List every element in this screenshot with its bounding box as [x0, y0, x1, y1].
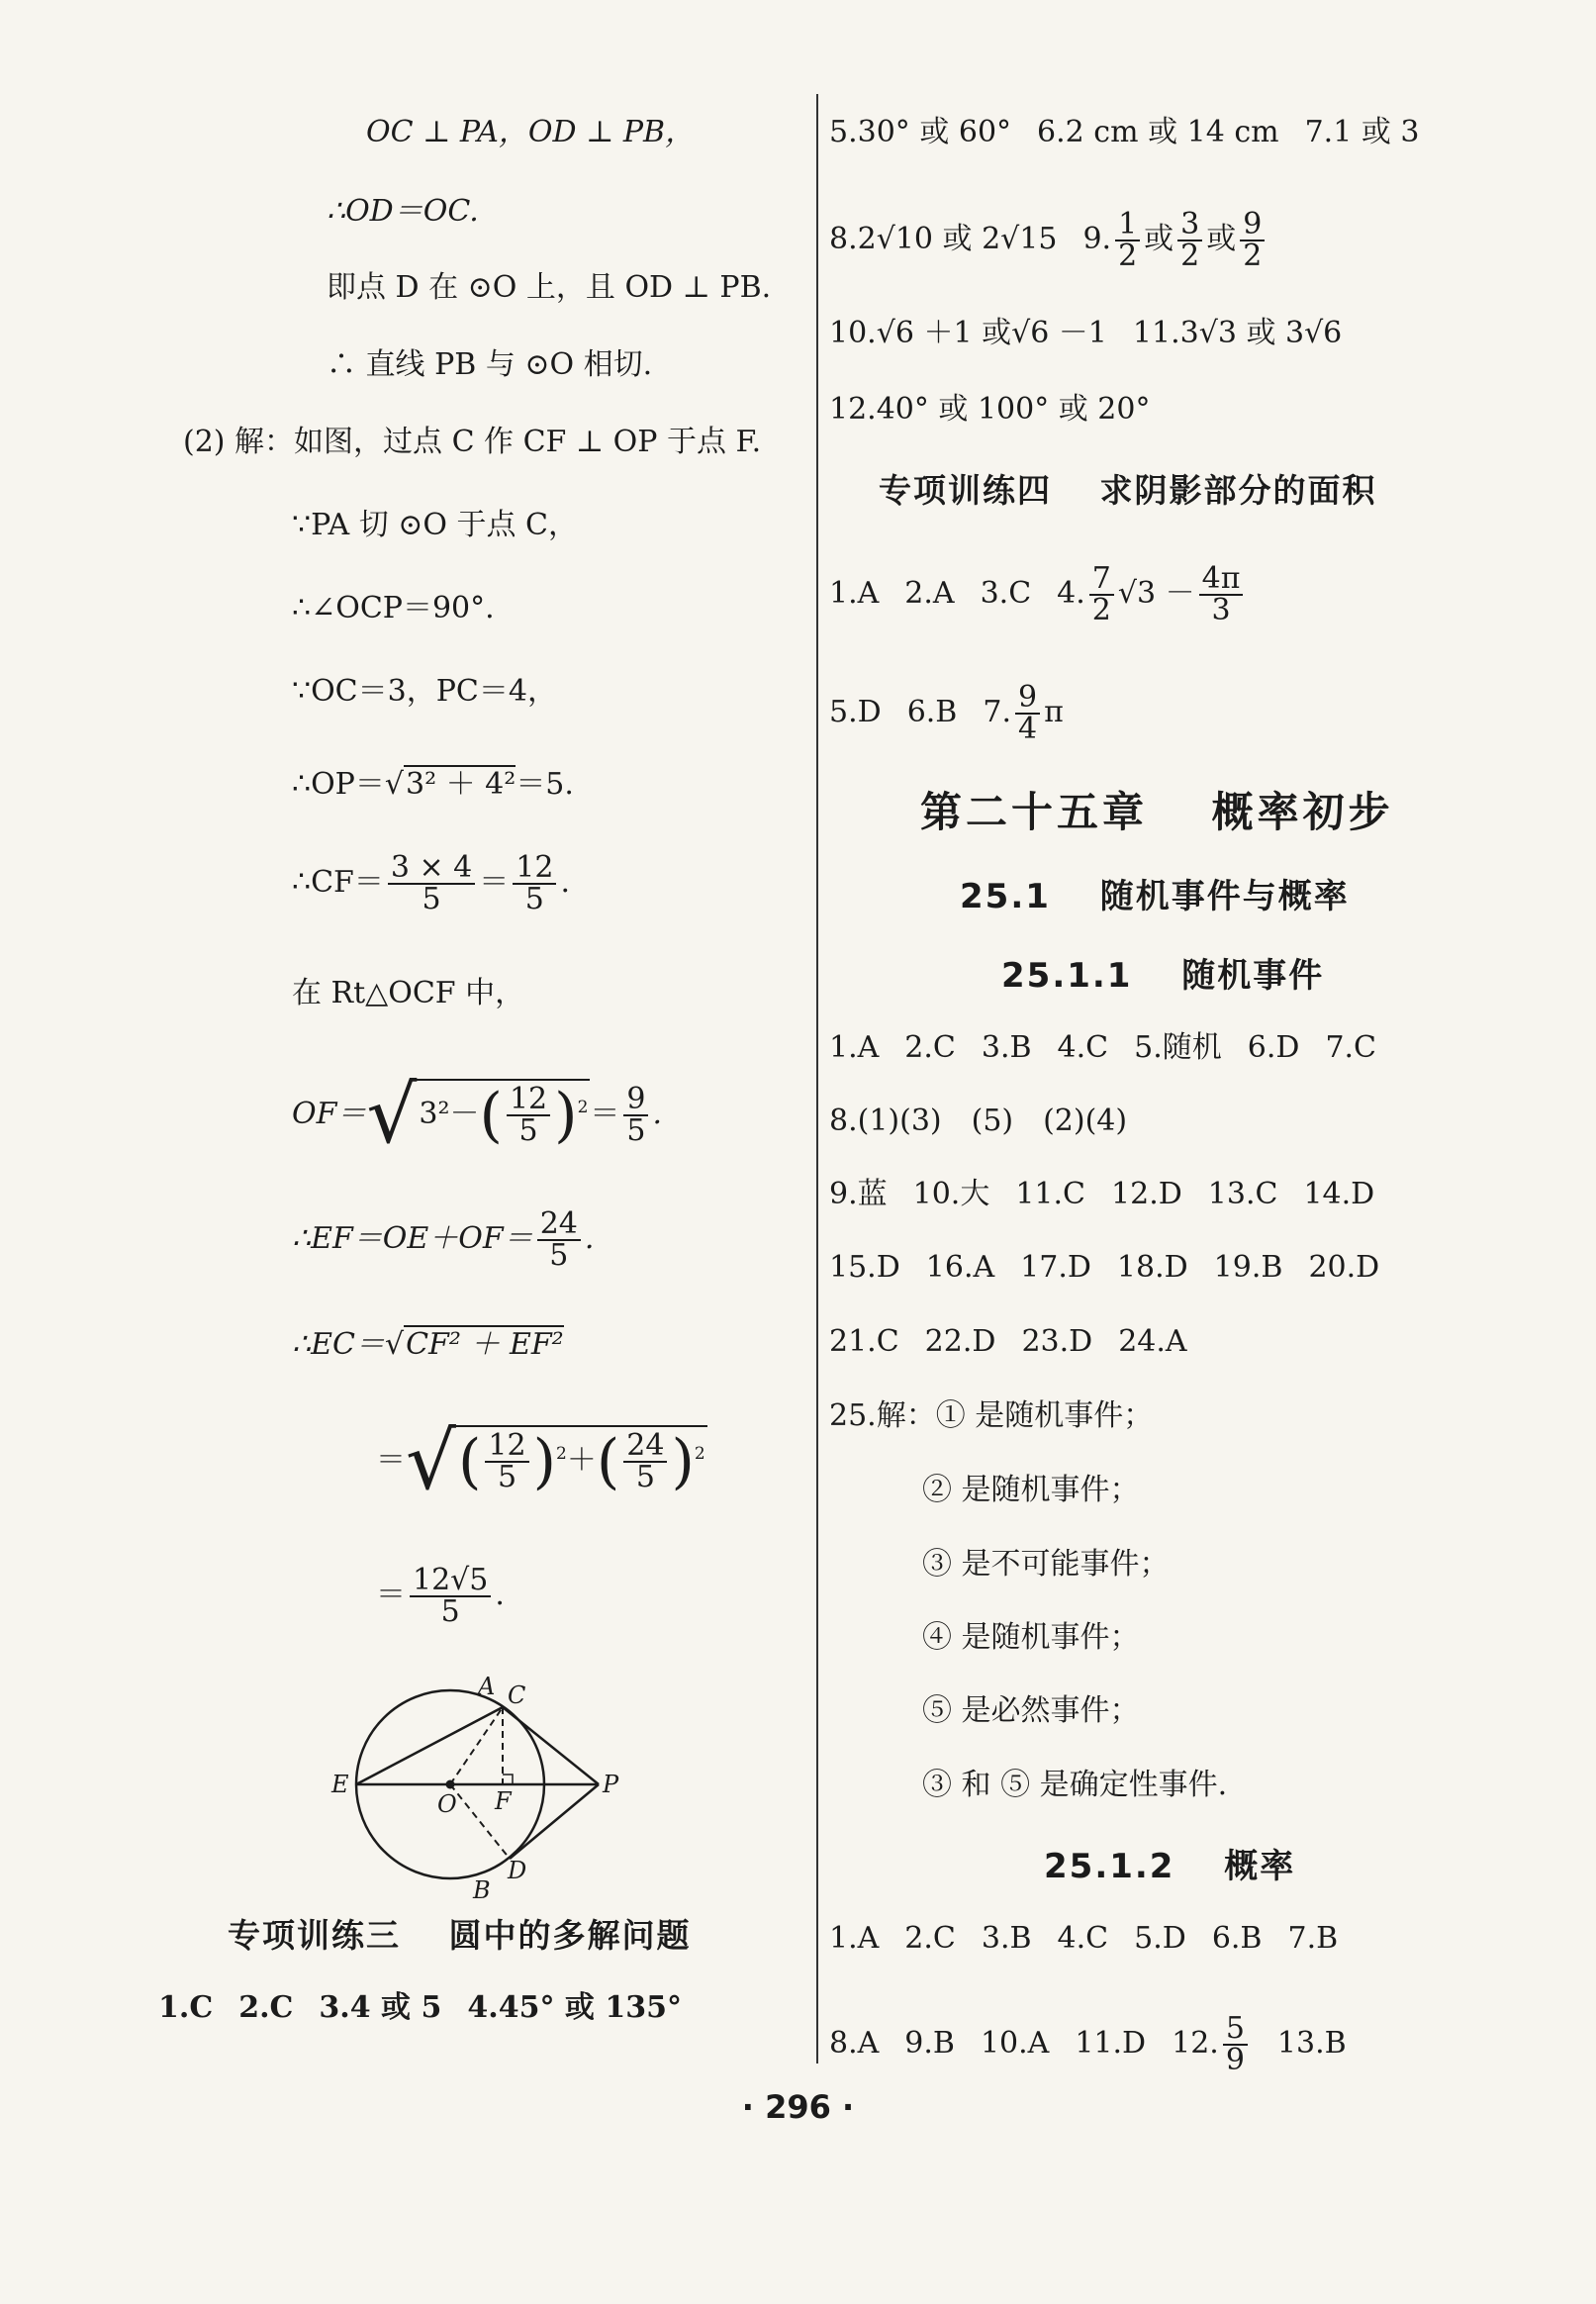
answer: 4.C: [1057, 1030, 1109, 1065]
solution-line: ④ 是随机事件；: [922, 1620, 1140, 1655]
radicand: CF² ＋ EF²: [406, 1327, 564, 1362]
answer: 6.B: [906, 695, 958, 729]
answer: 7.: [983, 695, 1011, 729]
fraction: [410, 1563, 491, 1629]
page-number: · 296 ·: [741, 2088, 855, 2126]
fraction: [388, 850, 475, 916]
answer-row: [829, 1176, 1374, 1213]
answer: 1.C: [158, 1990, 214, 2025]
section-heading: 专项训练四 求阴影部分的面积: [879, 471, 1377, 510]
denominator: 9: [1225, 2043, 1245, 2077]
text: √3 －: [1117, 576, 1195, 611]
fraction: [1115, 207, 1140, 273]
label-E: E: [331, 1771, 349, 1798]
denominator: 3: [1211, 593, 1231, 627]
answer-row: [829, 2011, 1347, 2077]
text: OF＝: [292, 1097, 367, 1131]
solution-line: ∴OP＝√3² ＋ 4²＝5.: [292, 767, 574, 802]
fraction: [1177, 207, 1202, 273]
solution-line: ⑤ 是必然事件；: [922, 1693, 1140, 1728]
radicand: ( $\frac{12}{5}$ )$^2$＋( $\frac{24}{5}$ )$^2$: [457, 1427, 705, 1496]
answer: 9.: [1082, 222, 1112, 256]
numerator: 12: [513, 853, 556, 885]
text: .: [560, 865, 570, 900]
answer-row: [829, 114, 1419, 151]
numerator: 4π: [1199, 564, 1244, 596]
label-A: A: [478, 1673, 496, 1700]
solution-line: ③ 是不可能事件；: [922, 1547, 1170, 1582]
solution-line: 在 Rt△OCF 中，: [292, 976, 525, 1010]
proof-line: OC ⊥ PA，OD ⊥ PB，: [366, 115, 696, 149]
answer: 6.2 cm 或 14 cm: [1037, 115, 1279, 149]
answer: 1.A: [829, 1030, 880, 1065]
numerator: 24: [537, 1209, 581, 1241]
fraction: [1089, 561, 1114, 627]
fraction: [537, 1206, 581, 1273]
radical-sign: √: [406, 1415, 456, 1507]
denominator: 2: [1118, 239, 1138, 273]
numerator: 7: [1089, 564, 1114, 596]
denominator: 5: [549, 1238, 569, 1273]
text: ＝: [376, 1578, 406, 1612]
radical-sign: √: [366, 1069, 418, 1161]
numerator: 12: [507, 1085, 550, 1116]
solution-line: ② 是随机事件；: [922, 1473, 1140, 1507]
answer: 3.B: [981, 1921, 1032, 1956]
numerator: 3 × 4: [388, 853, 475, 885]
denominator: 2: [1180, 239, 1200, 273]
subsection-title: 25.1.1 随机事件: [1001, 956, 1325, 996]
label-F: F: [495, 1787, 512, 1815]
solution-line: ∵OC＝3，PC＝4，: [292, 674, 557, 709]
solution-line: ③ 和 ⑤ 是确定性事件.: [922, 1768, 1228, 1802]
answer: 16.A: [925, 1250, 995, 1285]
numerator: 12√5: [410, 1566, 491, 1597]
label-D: D: [508, 1857, 527, 1884]
answer: 18.D: [1116, 1250, 1188, 1285]
answer: 5.D: [829, 695, 882, 729]
numerator: 9: [1015, 683, 1040, 715]
answer: 14.D: [1303, 1177, 1375, 1211]
denominator: 5: [635, 1460, 655, 1494]
proof-line: ∴ 直线 PB 与 ⊙O 相切.: [327, 347, 653, 382]
answer: 7.C: [1325, 1030, 1377, 1065]
answer: 15.D: [829, 1250, 900, 1285]
fraction: [623, 1428, 667, 1494]
answer-row: [829, 315, 1342, 352]
answer: 2.C: [238, 1990, 294, 2025]
answer: 13.C: [1207, 1177, 1278, 1211]
solution-line: [376, 1415, 707, 1507]
label-C: C: [508, 1681, 526, 1709]
denominator: 5: [518, 1113, 538, 1148]
answer: 3.C: [980, 576, 1032, 611]
solution-line: ∵PA 切 ⊙O 于点 C，: [292, 508, 579, 542]
solution-line: [292, 1206, 595, 1273]
denominator: 5: [497, 1460, 517, 1494]
section-heading: 专项训练三 圆中的多解问题: [228, 1916, 692, 1955]
solution-line: [292, 1069, 663, 1161]
denominator: 5: [524, 882, 544, 916]
text: π: [1044, 695, 1064, 729]
proof-line: 即点 D 在 ⊙O 上，且 OD ⊥ PB.: [327, 270, 772, 305]
answer: 10.√6 ＋1 或√6 －1: [829, 316, 1107, 350]
solution-line: [292, 850, 570, 916]
answer: 12.: [1172, 2026, 1219, 2061]
answer-row: 12.40° 或 100° 或 20°: [829, 392, 1151, 427]
answer: 9.蓝: [829, 1177, 888, 1211]
fraction: [507, 1082, 550, 1148]
numerator: 24: [623, 1431, 667, 1463]
denominator: 2: [1243, 239, 1263, 273]
text: ＝: [376, 1443, 406, 1478]
answer: 9.B: [904, 2026, 955, 2061]
fraction: [1015, 680, 1040, 746]
solution-line: (2) 解：如图，过点 C 作 CF ⊥ OP 于点 F.: [183, 425, 762, 459]
answer: 5.D: [1134, 1921, 1186, 1956]
answer: 4.45° 或 135°: [467, 1990, 682, 2025]
answer: 10.A: [980, 2026, 1050, 2061]
text: .: [584, 1221, 595, 1256]
fraction: [513, 850, 556, 916]
answer: 11.3√3 或 3√6: [1132, 316, 1343, 350]
answer: 11.C: [1015, 1177, 1086, 1211]
denominator: 4: [1017, 712, 1038, 746]
answer: 2.C: [904, 1030, 956, 1065]
numerator: 9: [623, 1085, 648, 1116]
answer-row: [829, 207, 1268, 273]
answer: 4.: [1057, 576, 1085, 611]
proof-line: ∴OD＝OC.: [327, 194, 479, 229]
radicand: 3²－( $\frac{12}{5}$ )$^2$: [419, 1081, 589, 1150]
fraction: [1240, 207, 1265, 273]
answer: 2.C: [904, 1921, 956, 1956]
answer: 11.D: [1075, 2026, 1147, 2061]
text: ＝: [590, 1097, 620, 1131]
denominator: 5: [440, 1594, 460, 1629]
answer: 13.B: [1276, 2026, 1347, 2061]
answer: 23.D: [1021, 1324, 1093, 1359]
text: .: [652, 1097, 663, 1131]
answer: 6.B: [1211, 1921, 1263, 1956]
answer-row: [829, 561, 1247, 627]
answer: 5.30° 或 60°: [829, 115, 1012, 149]
answer-row: [158, 1989, 682, 2027]
answer-row: [829, 1323, 1187, 1361]
text: 或: [1144, 222, 1174, 256]
answer-row: [829, 1029, 1376, 1067]
solution-line: ∴EC＝√CF² ＋ EF²: [292, 1327, 564, 1362]
text: .: [495, 1578, 505, 1612]
text: ∴CF＝: [292, 865, 384, 900]
text: ∴EF＝OE＋OF＝: [292, 1221, 533, 1256]
section-title: 25.1 随机事件与概率: [960, 877, 1350, 916]
answer: 12.D: [1111, 1177, 1182, 1211]
denominator: 5: [422, 882, 441, 916]
text: ∴EC＝: [292, 1327, 385, 1362]
answer: 5.随机: [1134, 1030, 1222, 1065]
answer: 8.A: [829, 2026, 880, 2061]
numerator: 5: [1223, 2014, 1248, 2046]
denominator: 2: [1091, 593, 1111, 627]
answer: 17.D: [1020, 1250, 1091, 1285]
answer: 19.B: [1213, 1250, 1283, 1285]
text: ＋: [566, 1443, 597, 1478]
fraction: [1223, 2011, 1248, 2077]
numerator: 12: [485, 1431, 528, 1463]
answer: 21.C: [829, 1324, 899, 1359]
answer-row: [829, 680, 1064, 746]
text: ＝: [479, 865, 510, 900]
answer-row: [829, 1249, 1379, 1287]
label-P: P: [603, 1771, 619, 1798]
numerator: 3: [1177, 210, 1202, 241]
answer: 3.B: [981, 1030, 1032, 1065]
answer-row: 8.(1)(3) (5) (2)(4): [829, 1104, 1128, 1138]
text: ∴OP＝: [292, 767, 385, 802]
answer: 7.1 或 3: [1304, 115, 1420, 149]
numerator: 9: [1240, 210, 1265, 241]
answer: 1.A: [829, 1921, 880, 1956]
fraction: [623, 1082, 648, 1148]
answer: 24.A: [1118, 1324, 1187, 1359]
solution-line: [376, 1563, 505, 1629]
answer: 4.C: [1057, 1921, 1109, 1956]
solution-line: ∴∠OCP＝90°.: [292, 591, 495, 625]
fraction: [1199, 561, 1244, 627]
text: 或: [1206, 222, 1237, 256]
answer: 7.B: [1287, 1921, 1339, 1956]
answer: 1.A: [829, 576, 880, 611]
circle-tangent-figure: [327, 1671, 623, 1908]
text: ＝5.: [516, 767, 574, 802]
answer: 2.A: [904, 576, 955, 611]
radicand: 3² ＋ 4²: [406, 767, 516, 802]
subsection-title: 25.1.2 概率: [1044, 1847, 1296, 1886]
answer: 6.D: [1247, 1030, 1300, 1065]
column-divider: [816, 94, 818, 2064]
label-B: B: [473, 1876, 491, 1904]
numerator: 1: [1115, 210, 1140, 241]
solution-line: 25.解：① 是随机事件；: [829, 1398, 1154, 1433]
answer-row: [829, 1920, 1338, 1958]
answer: 22.D: [924, 1324, 996, 1359]
answer: 20.D: [1308, 1250, 1380, 1285]
answer: 10.大: [912, 1177, 990, 1211]
text: 3²－: [419, 1097, 480, 1131]
answer: 8.2√10 或 2√15: [829, 222, 1058, 256]
chapter-title: 第二十五章 概率初步: [920, 788, 1394, 836]
answer: 3.4 或 5: [319, 1990, 442, 2025]
label-O: O: [437, 1790, 457, 1818]
denominator: 5: [626, 1113, 646, 1148]
fraction: [485, 1428, 528, 1494]
